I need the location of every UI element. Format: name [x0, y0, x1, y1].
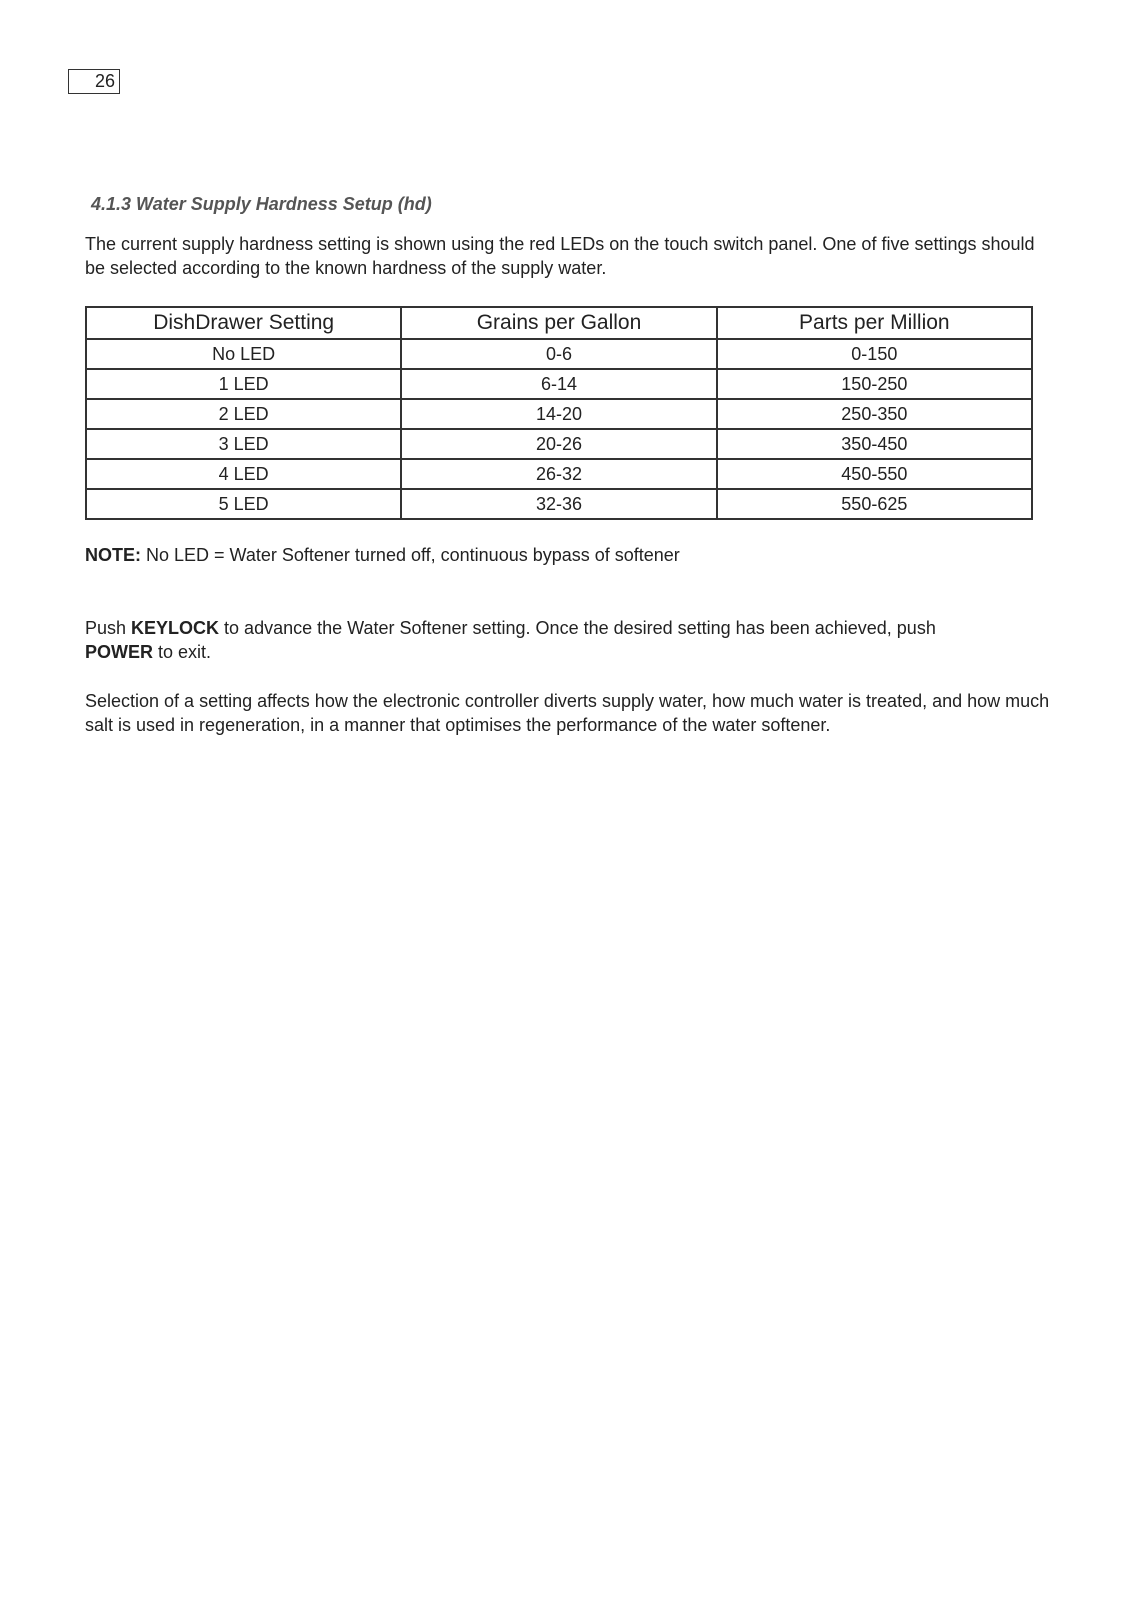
- table-row: [86, 339, 1032, 369]
- instruction-text-1: Push: [85, 618, 132, 638]
- table-row: [86, 429, 1032, 459]
- intro-paragraph: The current supply hardness setting is shown using the red LEDs on the touch switch panel. One of five settings should be selected according to the known hardness of the supply water.: [85, 234, 1035, 278]
- cell-grains: 14-20: [401, 399, 716, 429]
- cell-ppm: 450-550: [717, 459, 1032, 489]
- cell-setting: 4 LED: [86, 459, 401, 489]
- cell-ppm: 350-450: [717, 429, 1032, 459]
- header-parts-per-million: Parts per Million: [717, 307, 1032, 339]
- cell-setting: 1 LED: [86, 369, 401, 399]
- cell-ppm: 150-250: [717, 369, 1032, 399]
- table-row: [86, 399, 1032, 429]
- keylock-key-label: KEYLOCK: [131, 618, 220, 638]
- header-dishdrawer-setting: DishDrawer Setting: [86, 307, 401, 339]
- cell-grains: 0-6: [401, 339, 716, 369]
- cell-grains: 20-26: [401, 429, 716, 459]
- table-row: [86, 369, 1032, 399]
- cell-setting: 5 LED: [86, 489, 401, 519]
- cell-grains: 26-32: [401, 459, 716, 489]
- header-grains-per-gallon: Grains per Gallon: [401, 307, 716, 339]
- instruction-text-3: to exit.: [153, 642, 212, 662]
- instruction-paragraph: [85, 616, 1055, 664]
- cell-ppm: 250-350: [717, 399, 1032, 429]
- instruction-text-2: to advance the Water Softener setting. Once the desired setting has been achieved, push: [219, 618, 936, 638]
- cell-ppm: 550-625: [717, 489, 1032, 519]
- cell-grains: 32-36: [401, 489, 716, 519]
- note-text: No LED = Water Softener turned off, continuous bypass of softener: [141, 545, 680, 565]
- cell-setting: 3 LED: [86, 429, 401, 459]
- table-header-row: [86, 307, 1032, 339]
- section-heading: 4.1.3 Water Supply Hardness Setup (hd): [91, 194, 432, 214]
- table-row: [86, 459, 1032, 489]
- note-paragraph: [85, 543, 1055, 567]
- cell-grains: 6-14: [401, 369, 716, 399]
- table-row: [86, 489, 1032, 519]
- cell-ppm: 0-150: [717, 339, 1032, 369]
- cell-setting: No LED: [86, 339, 401, 369]
- selection-paragraph: Selection of a setting affects how the electronic controller diverts supply water, how much water is treated, and how much salt is used in regeneration, in a manner that optimises the performance of the water softener.: [85, 691, 1050, 735]
- cell-setting: 2 LED: [86, 399, 401, 429]
- hardness-table: [85, 306, 1033, 520]
- page-number: 26: [68, 69, 120, 94]
- note-label: NOTE:: [85, 545, 141, 565]
- power-key-label: POWER: [85, 642, 154, 662]
